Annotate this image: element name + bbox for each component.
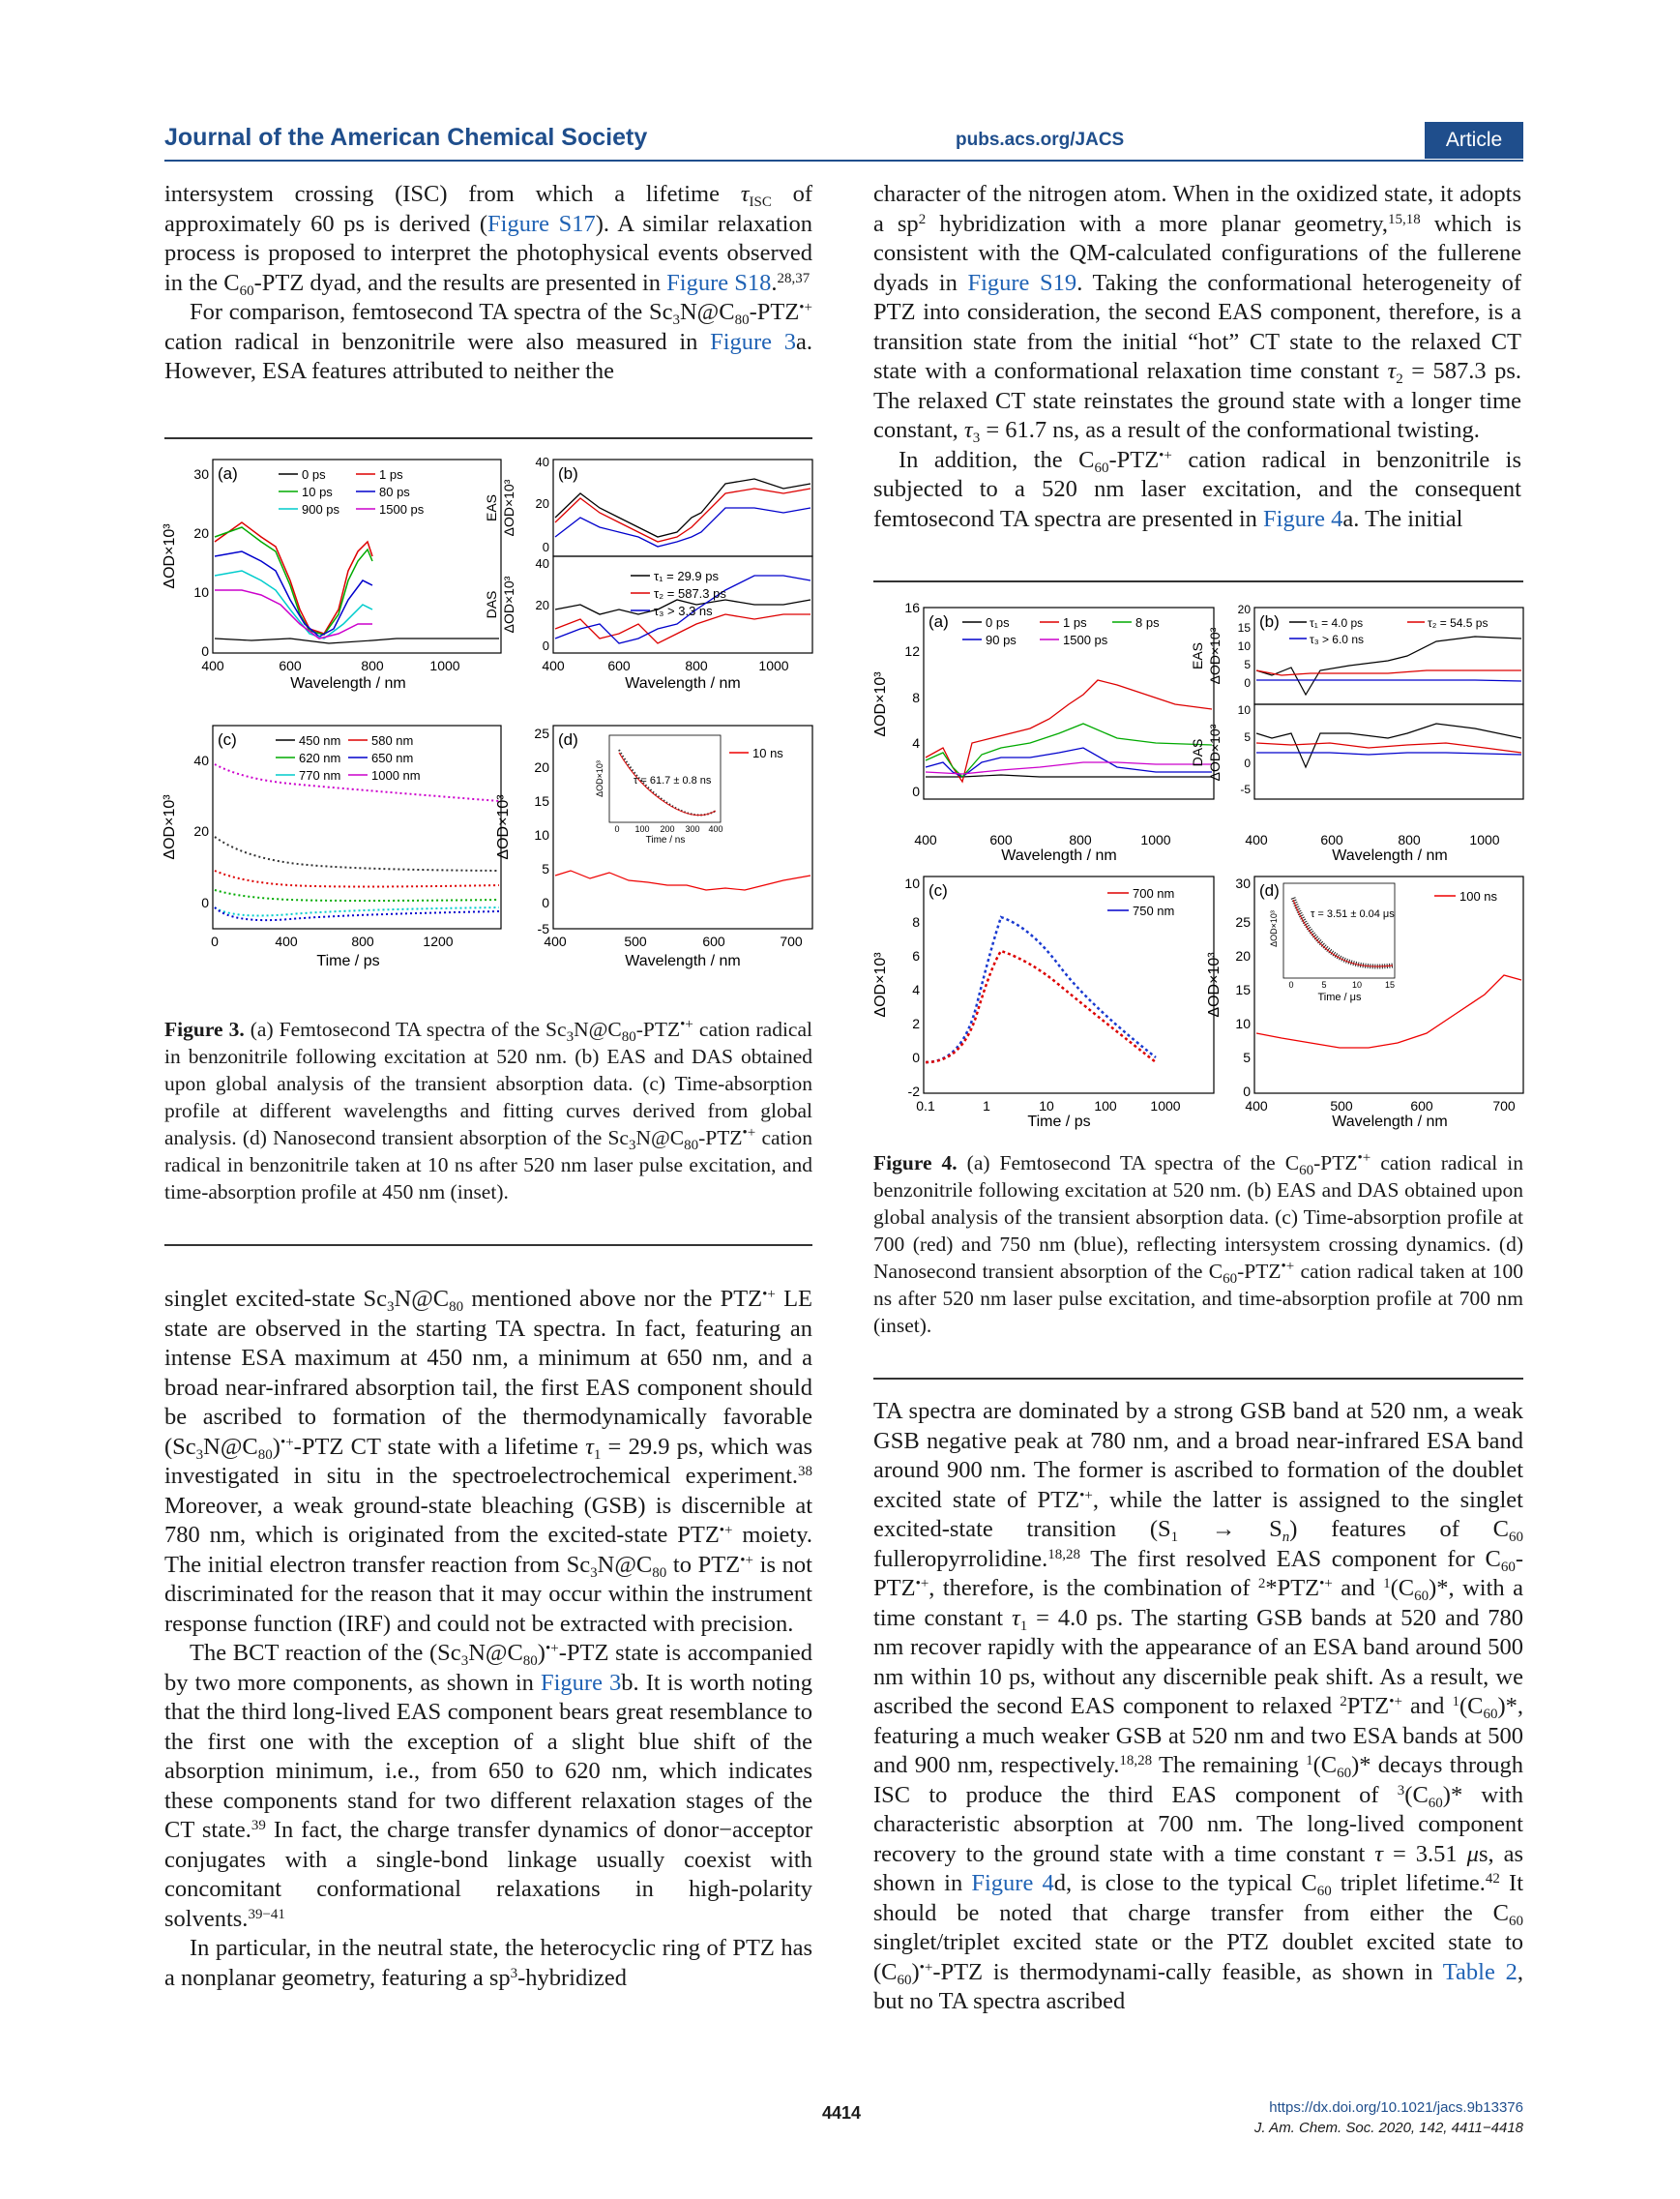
svg-text:4: 4 [912, 982, 920, 997]
svg-text:400: 400 [1245, 1098, 1268, 1114]
paragraph: singlet excited-state $Sc_3N@C_{80}$ mentioned above nor the PTZ•+ LE state are observed in the starting TA spectra. In fact, featuring an intense ESA maximum at 450 nm, a minimum at 650 nm, and a broad near-infrared absorption tail, the first EAS component should be ascribed to formation of the thermodynamically favorable $(Sc_3N@C_{80})^{•+}$-PTZ CT state with a lifetime $\tau_1 = 29.9$ ps, which was investigated in situ in the spectroelectrochemical experiment.$^{38}$ Moreover, a weak ground-state bleaching (GSB) is discernible at 780 nm, which is originated from the excited-state PTZ•+ moiety. The initial electron transfer reaction from $Sc_3N@C_{80}$ to PTZ•+ is not discriminated for the reason that it may occur within the instrument response function (IRF) and could not be extracted with precision. [164, 1286, 812, 1637]
svg-text:100: 100 [634, 824, 650, 834]
fig4-panel-b [1190, 603, 1523, 864]
svg-text:τ = 3.51 ± 0.04 μs: τ = 3.51 ± 0.04 μs [1311, 908, 1395, 920]
paragraph: TA spectra are dominated by a strong GSB band at 520 nm, a weak GSB negative peak at 780 nm, and a broad near-infrared ESA band around 900 nm. The former is ascribed to formation of the doublet excited state of PTZ•+, while the latter is assigned to the singlet excited-state transition $(S_1 \to S_n)$ features of $C_{60}$ fulleropyrrolidine.$^{18,28}$ The first resolved EAS component for $C_{60}-PTZ^{•+}$, therefore, is the combination of $^2$*PTZ•+ and $^1(C_{60})*$, with a time constant $\tau_1 = 4.0$ ps. The starting GSB bands at 520 and 780 nm recover rapidly with the appearance of an ESA band around 500 nm within 10 ps, without any discernible peak shift. As a result, we ascribed the second EAS component to relaxed $^2$PTZ•+ and $^1(C_{60})*$, featuring a much weaker GSB at 520 nm and two ESA bands at 500 and 900 nm, respectively.$^{18,28}$ The remaining $^1(C_{60})*$ decays through ISC to produce the third EAS component of $^3(C_{60})*$ with characteristic absorption at 700 nm. The long-lived component recovery to the ground state with a time constant τ = 3.51 μs, as shown in Figure 4d, is close to the typical $C_{60}$ triplet lifetime.$^{42}$ It should be noted that charge transfer from either the $C_{60}$ singlet/triplet excited state or the PTZ doublet excited state to $(C_{60})^{•+}$-PTZ is thermodynami-cally feasible, as shown in Table 2, but no TA spectra ascribed [873, 1398, 1523, 2014]
svg-text:0: 0 [201, 895, 209, 910]
figure-4-plot [866, 588, 1533, 1140]
fig3-panel-a [162, 460, 501, 692]
right-column-top [873, 180, 1521, 534]
svg-text:700: 700 [1492, 1098, 1516, 1114]
svg-text:20: 20 [535, 598, 549, 612]
svg-text:(a): (a) [218, 464, 238, 483]
figure3-bottom-rule [164, 1244, 812, 1246]
svg-text:1000: 1000 [1150, 1098, 1181, 1114]
svg-text:(d): (d) [1259, 881, 1280, 900]
fig3-panel-c [162, 726, 501, 969]
svg-text:0: 0 [1243, 1084, 1251, 1099]
svg-text:Time / ps: Time / ps [1027, 1114, 1091, 1130]
svg-text:-5: -5 [1240, 783, 1251, 796]
paragraph: In addition, the $C_{60}-PTZ^{•+}$ cation radical in benzonitrile is subjected to a 520 nm laser excitation, and the consequent femtosecond TA spectra are presented in Figure 4a. The initial [873, 446, 1521, 532]
svg-text:Time / ns: Time / ns [645, 835, 686, 846]
svg-text:DAS: DAS [484, 590, 499, 619]
svg-text:25: 25 [1235, 914, 1251, 930]
figure4-bottom-rule [873, 1378, 1523, 1380]
svg-text:Time / ps: Time / ps [316, 953, 380, 969]
svg-text:1500 ps: 1500 ps [379, 502, 425, 517]
svg-text:Wavelength / nm: Wavelength / nm [1332, 1114, 1448, 1130]
fig3-panel-b [484, 455, 812, 692]
svg-text:(c): (c) [218, 730, 237, 749]
svg-text:(b): (b) [1259, 612, 1280, 631]
header-rule [164, 160, 1523, 162]
svg-text:800: 800 [685, 658, 708, 673]
svg-text:16: 16 [904, 600, 920, 615]
left-column-bottom [164, 1285, 812, 1993]
svg-text:ΔOD×10³: ΔOD×10³ [162, 523, 178, 589]
figure4-top-rule [873, 580, 1523, 582]
svg-text:8: 8 [912, 690, 920, 705]
paragraph: intersystem crossing (ISC) from which a lifetime $\tau_{ISC}$ of approximately 60 ps is derived (Figure S17). A similar relaxation process is proposed to interpret the photophysical events observed in the $C_{60}$-PTZ dyad, and the results are presented in Figure S18.$^{28,37}$ [164, 181, 812, 299]
svg-text:20: 20 [193, 823, 209, 839]
svg-text:0: 0 [542, 639, 549, 653]
svg-text:0.1: 0.1 [916, 1098, 935, 1114]
figure3-caption: Figure 3. (a) Femtosecond TA spectra of the $Sc_3N@C_{80}-PTZ^{•+}$ cation radical in benzonitrile following excitation at 520 nm. (b) EAS and DAS obtained upon global analysis of the transient absorption data. (c) Time-absorption profile at different wavelengths and fitting curves derived from global analysis. (d) Nanosecond transient absorption of the $Sc_3N@C_{80}-PTZ^{•+}$ cation radical in benzonitrile taken at 10 ns after 520 nm laser pulse excitation, and time-absorption profile at 450 nm (inset). [164, 1017, 812, 1204]
svg-text:15: 15 [534, 793, 549, 809]
doi-link[interactable]: https://dx.doi.org/10.1021/jacs.9b13376 [1269, 2099, 1523, 2116]
svg-text:5: 5 [1244, 658, 1251, 671]
svg-text:1000: 1000 [758, 658, 789, 673]
svg-text:20: 20 [1237, 603, 1251, 616]
svg-text:770 nm: 770 nm [299, 768, 341, 783]
svg-text:700 nm: 700 nm [1133, 886, 1175, 901]
svg-text:400: 400 [708, 824, 723, 834]
svg-text:90 ps: 90 ps [986, 633, 1017, 647]
svg-text:1200: 1200 [423, 934, 454, 949]
svg-text:ΔOD×10³: ΔOD×10³ [872, 671, 889, 737]
svg-text:10: 10 [1039, 1098, 1054, 1114]
svg-text:8: 8 [912, 914, 920, 930]
svg-text:750 nm: 750 nm [1133, 904, 1175, 918]
svg-text:40: 40 [535, 455, 549, 469]
svg-text:800: 800 [361, 658, 384, 673]
citation: J. Am. Chem. Soc. 2020, 142, 4411−4418 [1253, 2120, 1523, 2136]
svg-text:DAS: DAS [1190, 738, 1205, 767]
svg-text:-5: -5 [537, 921, 549, 936]
svg-text:10: 10 [1235, 1016, 1251, 1031]
svg-text:ΔOD×10³: ΔOD×10³ [1206, 952, 1223, 1018]
svg-text:12: 12 [904, 643, 920, 659]
svg-text:τ₂ = 587.3 ps: τ₂ = 587.3 ps [654, 586, 726, 601]
svg-text:900 ps: 900 ps [302, 502, 340, 517]
svg-text:0: 0 [614, 824, 620, 834]
svg-text:0: 0 [912, 784, 920, 799]
fig4-panel-a [872, 600, 1214, 864]
svg-text:40: 40 [535, 556, 549, 571]
paragraph: For comparison, femtosecond TA spectra of the $Sc_3N@C_{80}-PTZ^{•+}$ cation radical in benzonitrile were also measured in Figure 3a. However, ESA features attributed to neither the [164, 299, 812, 384]
svg-text:0: 0 [1244, 676, 1251, 690]
svg-text:10 ns: 10 ns [752, 746, 783, 760]
svg-text:τ₃ > 3.3 ns: τ₃ > 3.3 ns [654, 604, 713, 618]
svg-text:5: 5 [1321, 980, 1327, 990]
svg-text:300: 300 [685, 824, 700, 834]
svg-text:400: 400 [914, 832, 937, 847]
svg-text:EAS: EAS [484, 493, 499, 522]
svg-text:2: 2 [912, 1016, 920, 1031]
svg-text:10 ps: 10 ps [302, 485, 333, 499]
svg-text:10: 10 [1237, 703, 1251, 717]
svg-text:700: 700 [780, 934, 803, 949]
figure-3 [155, 445, 822, 987]
svg-text:15: 15 [1237, 621, 1251, 635]
fig4-panel-d [1206, 876, 1523, 1130]
svg-text:(b): (b) [558, 464, 578, 483]
svg-text:600: 600 [1320, 832, 1343, 847]
svg-text:Wavelength / nm: Wavelength / nm [625, 953, 741, 969]
figure-4 [866, 588, 1533, 1140]
paragraph: character of the nitrogen atom. When in the oxidized state, it adopts a $sp^2$ hybridization with a more planar geometry,$^{15,18}$ which is consistent with the QM-calculated configurations of the fullerene dyads in Figure S19. Taking the conformational heterogeneity of PTZ into consideration, the second EAS component, therefore, is a transition state from the initial “hot” CT state to the relaxed CT state with a conformational relaxation time constant $\tau_2 = 587.3$ ps. The relaxed CT state reinstates the ground state with a longer time constant, $\tau_3 = 61.7$ ns, as a result of the conformational twisting. [873, 181, 1522, 446]
svg-text:ΔOD×10³: ΔOD×10³ [1207, 627, 1223, 685]
svg-text:ΔOD×10³: ΔOD×10³ [501, 576, 516, 634]
svg-text:400: 400 [275, 934, 298, 949]
svg-text:ΔOD×10³: ΔOD×10³ [1207, 724, 1223, 782]
svg-text:600: 600 [1410, 1098, 1433, 1114]
svg-text:ΔOD×10³: ΔOD×10³ [1269, 910, 1279, 947]
svg-text:100: 100 [1094, 1098, 1117, 1114]
svg-text:ΔOD×10³: ΔOD×10³ [872, 952, 889, 1018]
svg-text:1000 nm: 1000 nm [371, 768, 421, 783]
svg-text:Wavelength / nm: Wavelength / nm [625, 675, 741, 692]
svg-text:4: 4 [912, 735, 920, 751]
svg-text:0: 0 [1244, 757, 1251, 770]
journal-url[interactable]: pubs.acs.org/JACS [956, 130, 1125, 150]
page-number: 4414 [822, 2103, 862, 2123]
svg-text:-2: -2 [907, 1084, 920, 1099]
svg-text:80 ps: 80 ps [379, 485, 410, 499]
svg-text:ΔOD×10³: ΔOD×10³ [501, 479, 516, 537]
svg-text:(d): (d) [558, 730, 578, 749]
journal-title: Journal of the American Chemical Society [164, 124, 648, 151]
svg-text:10: 10 [534, 827, 549, 843]
svg-text:0 ps: 0 ps [986, 615, 1010, 630]
svg-text:10: 10 [904, 876, 920, 891]
article-badge: Article [1425, 122, 1523, 159]
svg-text:200: 200 [660, 824, 675, 834]
svg-text:10: 10 [1351, 980, 1363, 990]
svg-text:20: 20 [535, 496, 549, 511]
svg-text:ΔOD×10³: ΔOD×10³ [595, 760, 604, 797]
figure4-caption: Figure 4. (a) Femtosecond TA spectra of the $C_{60}-PTZ^{•+}$ cation radical in benzonitrile following excitation at 520 nm. (b) EAS and DAS obtained upon global analysis of the transient absorption data. (c) Time-absorption profile at 700 (red) and 750 nm (blue), reflecting intersystem crossing dynamics. (d) Nanosecond transient absorption of the $C_{60}-PTZ^{•+}$ cation radical taken at 100 ns after 520 nm laser pulse excitation, and time-absorption profile at 700 nm (inset). [873, 1150, 1524, 1337]
svg-text:0: 0 [542, 895, 549, 910]
svg-text:τ₃ > 6.0 ns: τ₃ > 6.0 ns [1310, 633, 1364, 646]
svg-text:20: 20 [193, 525, 209, 541]
svg-text:(c): (c) [928, 881, 948, 900]
figure3-top-rule [164, 437, 812, 439]
svg-text:Time / μs: Time / μs [1317, 992, 1362, 1003]
svg-text:(a): (a) [928, 612, 949, 631]
svg-text:100 ns: 100 ns [1459, 889, 1498, 904]
paragraph: In particular, in the neutral state, the heterocyclic ring of PTZ has a nonplanar geometry, featuring a $sp^3$-hybridized [164, 1935, 812, 1991]
svg-text:400: 400 [201, 658, 224, 673]
svg-text:Wavelength / nm: Wavelength / nm [1001, 847, 1117, 864]
svg-text:450 nm: 450 nm [299, 733, 341, 748]
svg-text:8 ps: 8 ps [1135, 615, 1160, 630]
svg-text:1000: 1000 [1469, 832, 1500, 847]
svg-text:0: 0 [201, 643, 209, 659]
right-column-bottom [873, 1397, 1523, 2017]
svg-text:0: 0 [542, 540, 549, 554]
svg-text:0: 0 [1288, 980, 1294, 990]
svg-text:1 ps: 1 ps [1063, 615, 1087, 630]
svg-text:Wavelength / nm: Wavelength / nm [290, 675, 406, 692]
svg-text:τ₁ = 29.9 ps: τ₁ = 29.9 ps [654, 569, 719, 583]
svg-text:5: 5 [542, 861, 549, 877]
svg-text:800: 800 [1069, 832, 1092, 847]
svg-text:600: 600 [702, 934, 725, 949]
svg-text:620 nm: 620 nm [299, 751, 341, 765]
svg-text:15: 15 [1384, 980, 1396, 990]
svg-text:0: 0 [211, 934, 219, 949]
svg-text:5: 5 [1244, 730, 1251, 744]
svg-text:40: 40 [193, 753, 209, 768]
svg-text:ΔOD×10³: ΔOD×10³ [495, 794, 512, 860]
svg-text:1000: 1000 [1140, 832, 1171, 847]
figure-3-plot [155, 445, 822, 987]
svg-text:20: 20 [534, 759, 549, 775]
paragraph: The BCT reaction of the $(Sc_3N@C_{80})^{•+}$-PTZ state is accompanied by two more components, as shown in Figure 3b. It is worth noting that the third long-lived EAS component bears great resemblance to the first one with the exception of a slight blue shift of the absorption minimum, i.e., from 650 to 620 nm, which indicates these components stand for two different relaxation stages of the CT state.$^{39}$ In fact, the charge transfer dynamics of donor−acceptor conjugates with a single-bond linkage usually coexist with concomitant conformational relaxations in high-polarity solvents.$^{39-41}$ [164, 1640, 812, 1932]
svg-text:600: 600 [279, 658, 302, 673]
svg-text:400: 400 [1245, 832, 1268, 847]
svg-text:1: 1 [983, 1098, 990, 1114]
svg-text:EAS: EAS [1190, 641, 1205, 670]
svg-text:400: 400 [544, 934, 567, 949]
svg-text:1500 ps: 1500 ps [1063, 633, 1108, 647]
svg-text:600: 600 [989, 832, 1013, 847]
svg-text:τ = 61.7 ± 0.8 ns: τ = 61.7 ± 0.8 ns [634, 775, 712, 787]
svg-text:25: 25 [534, 726, 549, 741]
svg-text:10: 10 [193, 584, 209, 600]
svg-text:6: 6 [912, 948, 920, 964]
fig4-panel-c [872, 876, 1214, 1130]
svg-text:5: 5 [1243, 1050, 1251, 1065]
svg-text:600: 600 [607, 658, 631, 673]
svg-text:500: 500 [1330, 1098, 1353, 1114]
svg-text:τ₂ = 54.5 ps: τ₂ = 54.5 ps [1428, 616, 1488, 630]
left-column-top [164, 180, 812, 387]
svg-text:580 nm: 580 nm [371, 733, 414, 748]
svg-text:τ₁ = 4.0 ps: τ₁ = 4.0 ps [1310, 616, 1364, 630]
svg-text:650 nm: 650 nm [371, 751, 414, 765]
svg-text:800: 800 [351, 934, 374, 949]
fig3-panel-d [495, 726, 812, 969]
svg-text:20: 20 [1235, 948, 1251, 964]
svg-text:400: 400 [542, 658, 565, 673]
svg-text:1 ps: 1 ps [379, 467, 403, 482]
svg-text:800: 800 [1398, 832, 1421, 847]
svg-text:0: 0 [912, 1050, 920, 1065]
svg-text:10: 10 [1237, 639, 1251, 653]
svg-text:0 ps: 0 ps [302, 467, 326, 482]
svg-text:30: 30 [1235, 876, 1251, 891]
svg-text:1000: 1000 [429, 658, 460, 673]
svg-text:500: 500 [624, 934, 647, 949]
svg-text:Wavelength / nm: Wavelength / nm [1332, 847, 1448, 864]
svg-text:15: 15 [1235, 982, 1251, 997]
svg-text:30: 30 [193, 466, 209, 482]
svg-text:ΔOD×10³: ΔOD×10³ [162, 794, 178, 860]
